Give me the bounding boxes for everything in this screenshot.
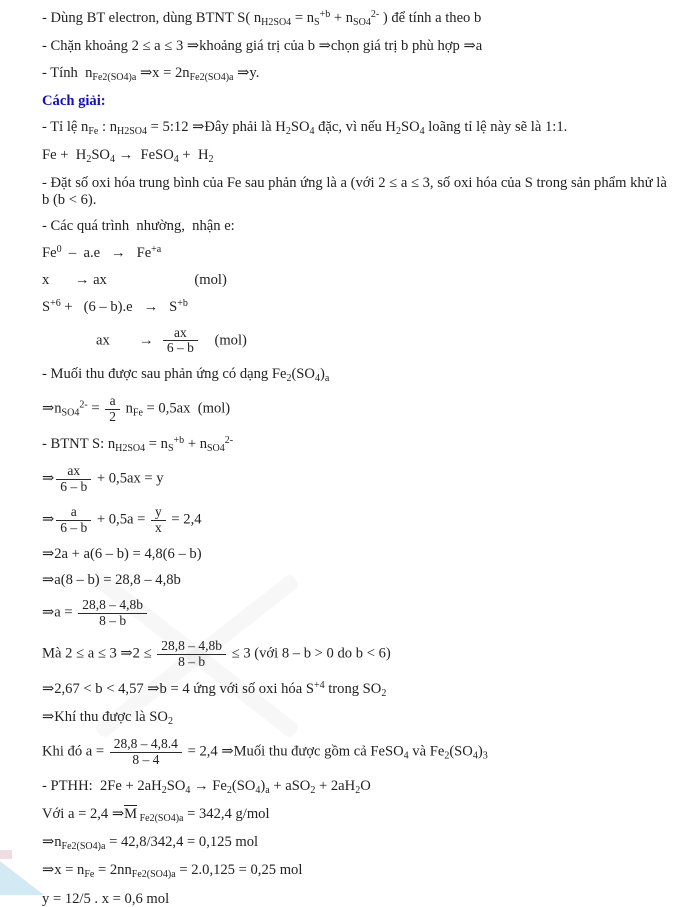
- text-run: → FeSO: [114, 147, 174, 164]
- text-line: [42, 65, 674, 83]
- text-line: [42, 326, 674, 357]
- subscript: 4: [403, 750, 409, 762]
- text-line: [42, 394, 674, 425]
- text-run: = 42,8/342,4 = 0,125 mol: [105, 834, 259, 851]
- subscript: 2: [167, 715, 173, 727]
- text-run: = 342,4 g/mol: [183, 805, 270, 822]
- text-line: [42, 464, 674, 495]
- text-run: - Dùng BT electron, dùng BTNT S( n: [42, 10, 262, 26]
- fraction: [56, 505, 91, 536]
- text-line: [42, 244, 674, 261]
- text-run: ⇒: [42, 470, 55, 487]
- text-line: [42, 175, 674, 208]
- subscript: 2: [208, 154, 214, 166]
- text-run: = n: [291, 10, 314, 26]
- document-content: [42, 9, 674, 907]
- fraction-numerator: a: [70, 503, 77, 519]
- text-run: Cách giải:: [42, 92, 106, 109]
- text-run: = 2.0,125 = 0,25 mol: [175, 862, 303, 879]
- text-run: SO: [290, 119, 310, 136]
- subscript: Fe2(SO4)a: [131, 869, 176, 881]
- subscript: SO4: [353, 17, 371, 28]
- text-run: =: [87, 401, 104, 418]
- text-line: [42, 639, 674, 670]
- superscript: +6: [50, 298, 61, 310]
- corner-watermark: [0, 861, 44, 895]
- text-run: SO: [91, 147, 110, 164]
- text-line: [42, 806, 674, 824]
- fraction-numerator: ax: [173, 324, 187, 340]
- text-run: - Tỉ lệ n: [42, 119, 89, 136]
- fraction-denominator: 8 – b: [78, 613, 147, 629]
- text-run: ⇒a(8 – b) = 28,8 – 4,8b: [42, 571, 181, 588]
- text-run: = 5:12 ⇒Đây phải là H: [147, 119, 286, 136]
- subscript: SO4: [207, 443, 225, 455]
- subscript: Fe2(SO4)a: [61, 841, 106, 853]
- text-run: ⇒2a + a(6 – b) = 4,8(6 – b): [42, 545, 202, 562]
- text-run: - PTHH: 2Fe + 2aH: [42, 777, 162, 794]
- text-run: SO: [400, 119, 420, 136]
- subscript: H2SO4: [115, 443, 146, 455]
- text-run: ⇒y.: [233, 64, 260, 81]
- fraction-numerator: a: [109, 393, 116, 409]
- text-run: Khi đó a =: [42, 743, 108, 760]
- subscript: 2: [310, 784, 316, 796]
- fraction-denominator: x: [151, 520, 166, 536]
- text-line: [42, 9, 674, 28]
- subscript: 4: [309, 126, 315, 138]
- text-run: n: [121, 401, 133, 418]
- text-line: [42, 834, 674, 852]
- text-run: : n: [98, 119, 117, 136]
- subscript: 4: [472, 750, 478, 762]
- fraction-numerator: y: [155, 503, 162, 519]
- subscript: Fe2(SO4)a: [137, 812, 184, 824]
- text-run: = n: [145, 436, 168, 453]
- subscript: Fe2(SO4)a: [92, 71, 137, 83]
- text-run: + 0,5ax = y: [93, 470, 164, 487]
- text-run: y = 12/5 . x = 0,6 mol: [42, 890, 170, 907]
- text-run: → Fe: [190, 777, 227, 794]
- text-run: (SO: [231, 777, 256, 794]
- subscript: 2: [355, 784, 361, 796]
- subscript: SO4: [61, 408, 80, 420]
- fraction-denominator: 8 – b: [157, 654, 226, 670]
- text-run: (SO: [449, 743, 473, 760]
- text-line: [42, 366, 674, 384]
- fraction: [78, 598, 147, 629]
- text-run: SO: [166, 777, 186, 794]
- fraction: [110, 737, 182, 768]
- text-run: - Tính n: [42, 64, 93, 81]
- subscript: 2: [286, 373, 292, 385]
- fraction: [163, 326, 198, 357]
- text-run: + n: [330, 10, 354, 26]
- subscript: 2: [395, 126, 401, 138]
- text-run: - Đặt số oxi hóa trung bình của Fe sau phản ứng là a (với 2 ≤ a ≤ 3, số oxi hóa của S trong sản phẩm khử là b (b < 6).: [42, 175, 671, 208]
- text-run: (SO: [291, 366, 315, 383]
- superscript: 0: [56, 244, 62, 256]
- subscript: H2SO4: [261, 17, 292, 28]
- subscript: 2: [86, 154, 92, 166]
- text-line: [42, 298, 674, 315]
- superscript: +b: [177, 298, 188, 310]
- subscript: 3: [482, 750, 488, 762]
- text-run: + n: [184, 436, 207, 453]
- subscript: H2SO4: [117, 126, 148, 138]
- text-run: ⇒x = 2n: [136, 64, 190, 81]
- text-run: loãng tỉ lệ này sẽ là 1:1.: [424, 119, 568, 136]
- text-run: ⇒n: [42, 834, 62, 851]
- text-run: và Fe: [408, 743, 445, 760]
- subscript: 2: [161, 784, 167, 796]
- fraction-denominator: 2: [105, 409, 120, 425]
- text-run: ⇒x = n: [42, 862, 85, 879]
- text-run: ⇒2,67 < b < 4,57 ⇒b = 4 ứng với số oxi hóa S: [42, 680, 314, 697]
- text-run: + aSO: [269, 777, 311, 794]
- fraction: [56, 464, 91, 495]
- text-run: ): [260, 777, 266, 794]
- text-run: ) để tính a theo b: [379, 10, 482, 26]
- subscript: Fe: [88, 126, 99, 138]
- superscript: 2-: [224, 435, 234, 447]
- text-line: [42, 38, 674, 54]
- superscript: +b: [319, 9, 331, 20]
- text-line: [42, 147, 674, 165]
- text-line: [42, 680, 674, 699]
- text-run: Fe + H: [42, 147, 87, 164]
- text-run: + 0,5a =: [93, 511, 150, 528]
- text-run: + 2aH: [315, 777, 356, 794]
- fraction-denominator: 6 – b: [56, 479, 91, 495]
- text-run: S: [42, 299, 51, 316]
- text-line: [42, 778, 674, 796]
- text-line: [42, 546, 674, 562]
- fraction: [105, 394, 120, 425]
- subscript: 2: [444, 750, 450, 762]
- solution-heading: [42, 93, 674, 109]
- text-run: = 2,4: [167, 511, 202, 528]
- text-run: = 0,5ax (mol): [142, 401, 231, 418]
- text-run: Mà 2 ≤ a ≤ 3 ⇒2 ≤: [42, 645, 156, 662]
- text-run: - Muối thu được sau phản ứng có dạng Fe: [42, 366, 287, 383]
- text-run: Fe: [42, 245, 57, 262]
- text-line: [42, 119, 674, 137]
- fraction-denominator: 6 – b: [56, 520, 91, 536]
- text-run: - Chặn khoảng 2 ≤ a ≤ 3 ⇒khoảng giá trị của b ⇒chọn giá trị b phù hợp ⇒a: [42, 38, 483, 55]
- text-line: [42, 862, 674, 880]
- text-run: ⇒n: [42, 401, 62, 418]
- text-run: = 2nn: [94, 862, 132, 879]
- subscript: Fe: [84, 869, 95, 881]
- superscript: 2-: [79, 400, 88, 412]
- text-line: [42, 435, 674, 454]
- subscript: 2: [226, 784, 232, 796]
- text-run: = 2,4 ⇒Muối thu được gồm cả FeSO: [183, 743, 404, 760]
- subscript: S: [167, 443, 174, 455]
- subscript: 2: [381, 687, 387, 699]
- text-line: [42, 737, 674, 768]
- subscript: 4: [109, 154, 115, 166]
- superscript: +a: [151, 244, 162, 256]
- fraction-denominator: 8 – 4: [110, 752, 182, 768]
- overline-text: $\overline{M}$: [124, 805, 138, 822]
- text-run: Với a = 2,4 ⇒: [42, 805, 125, 822]
- fraction: [151, 505, 166, 536]
- text-run: (mol): [199, 332, 247, 349]
- text-run: O: [360, 777, 371, 794]
- text-run: ): [477, 743, 483, 760]
- superscript: +b: [173, 435, 185, 447]
- subscript: a: [324, 373, 330, 385]
- subscript: 4: [255, 784, 261, 796]
- fraction-numerator: 28,8 – 4,8.4: [113, 736, 178, 752]
- text-run: + H: [178, 147, 209, 164]
- subscript: 4: [314, 373, 320, 385]
- subscript: 4: [173, 154, 179, 166]
- text-run: ): [319, 366, 325, 383]
- text-line: [42, 572, 674, 588]
- text-run: đặc, vì nếu H: [314, 119, 396, 136]
- subscript: 4: [185, 784, 191, 796]
- text-run: ⇒Khí thu được là SO: [42, 708, 168, 725]
- text-line: [42, 505, 674, 536]
- fraction-numerator: 28,8 – 4,8b: [161, 638, 223, 653]
- text-run: - BTNT S: n: [42, 436, 116, 453]
- subscript: S: [314, 17, 320, 28]
- text-run: ⇒a =: [42, 605, 77, 621]
- text-run: trong SO: [324, 680, 382, 697]
- fraction-numerator: ax: [67, 463, 81, 479]
- superscript: 2-: [370, 9, 380, 20]
- fraction-denominator: 6 – b: [163, 340, 198, 356]
- text-line: [42, 598, 674, 629]
- text-line: [42, 709, 674, 727]
- text-line: [42, 891, 674, 907]
- text-run: - Các quá trình nhường, nhận e:: [42, 218, 235, 235]
- text-run: ≤ 3 (với 8 – b > 0 do b < 6): [228, 645, 391, 662]
- text-run: + (6 – b).e → S: [60, 299, 178, 316]
- subscript: 4: [419, 126, 425, 138]
- rose-fleck-watermark: [0, 850, 12, 859]
- text-run: x → ax (mol): [42, 271, 227, 288]
- text-run: ax →: [96, 332, 161, 349]
- text-run: ⇒: [42, 511, 55, 528]
- fraction: [157, 639, 226, 670]
- subscript: a: [265, 784, 270, 796]
- text-line: [42, 272, 674, 288]
- subscript: Fe: [132, 408, 143, 420]
- subscript: 2: [285, 126, 291, 138]
- fraction-numerator: 28,8 – 4,8b: [82, 597, 143, 613]
- text-line: [42, 218, 674, 234]
- text-run: – a.e → Fe: [61, 245, 152, 262]
- subscript: Fe2(SO4)a: [189, 71, 234, 83]
- superscript: +4: [313, 679, 325, 691]
